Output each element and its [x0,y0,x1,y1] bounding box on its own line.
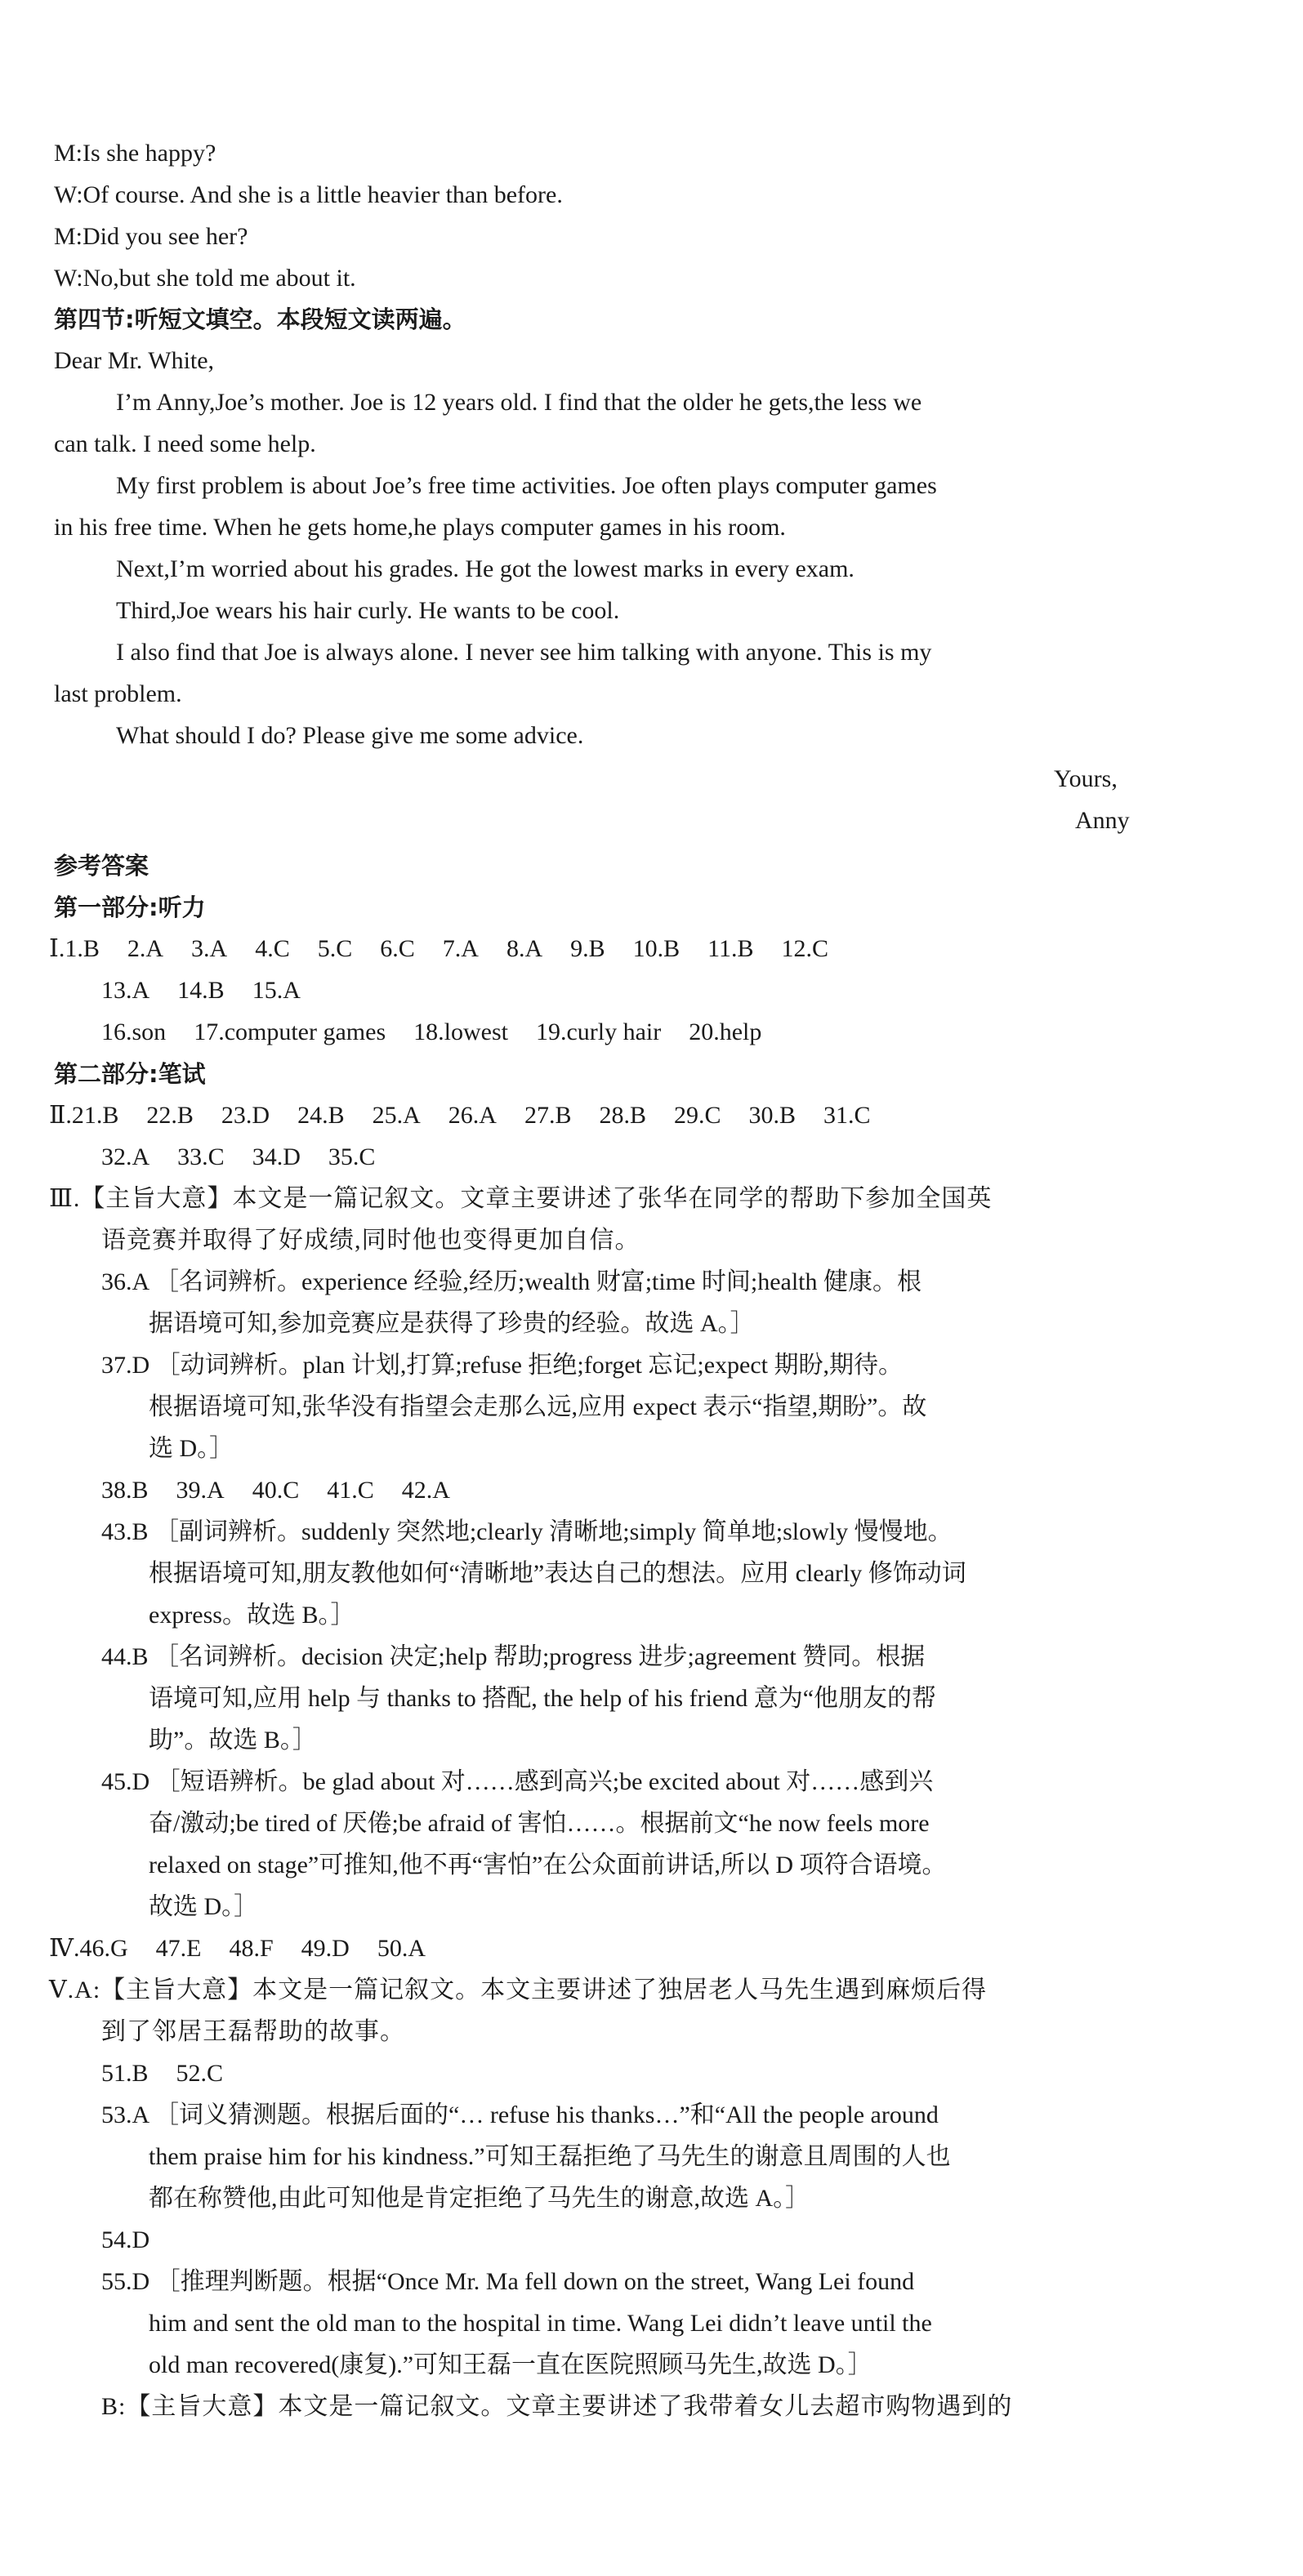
answer-item: 47.E [155,1935,202,1962]
explanation-line: 44.B ［名词辨析。decision 决定;help 帮助;progress 进步;agreement 赞同。根据 [101,1643,926,1670]
answer-item: 15.A [252,977,301,1004]
answer-item: 46.G [79,1935,128,1962]
letter-line: in his free time. When he gets home,he plays computer games in his room. [54,514,786,541]
answer-item: 38.B [101,1477,149,1504]
answer-item: 12.C [781,935,829,962]
answer-item: 32.A [101,1143,150,1170]
letter-line: What should I do? Please give me some advice. [116,722,584,749]
answer-item: 29.C [673,1102,721,1129]
answer-item: 25.A [372,1102,421,1129]
explanation-line: 根据语境可知,朋友教他如何“清晰地”表达自己的想法。应用 clearly 修饰动词 [149,1560,966,1587]
answer-row [49,1932,453,1965]
answer-item: 7.A [442,935,479,962]
explanation-line: 55.D ［推理判断题。根据“Once Mr. Ma fell down on the street, Wang Lei found [101,2268,915,2295]
answer-item: 2.A [127,935,164,962]
answer-item: 8.A [506,935,543,962]
answer-row [101,2057,251,2090]
answer-item: 42.A [401,1477,450,1504]
explanation-line: express。故选 B。］ [149,1602,355,1629]
section-numeral: Ⅱ. [49,1102,72,1129]
answer-item: 9.B [570,935,605,962]
sectionB-summary: B:【主旨大意】本文是一篇记叙文。文章主要讲述了我带着女儿去超市购物遇到的 [101,2393,1013,2420]
section4-title: 第四节:听短文填空。本段短文读两遍。 [54,305,466,333]
answer-item: 48.F [229,1935,274,1962]
answer-item: 49.D [301,1935,350,1962]
explanation-line: 语境可知,应用 help 与 thanks to 搭配, the help of his friend 意为“他朋友的帮 [149,1685,937,1712]
explanation-line: them praise him for his kindness.”可知王磊拒绝了马先生的谢意且周围的人也 [149,2143,951,2170]
answer-item: 30.B [748,1102,797,1129]
dialogue-line: W:Of course. And she is a little heavier than before. [54,181,563,208]
answer-item: 52.C [176,2060,224,2087]
answer-row [101,1141,403,1174]
section-numeral: Ⅳ. [49,1935,80,1962]
answer-item: 1.B [65,935,100,962]
explanation-line: 根据语境可知,张华没有指望会走那么远,应用 expect 表示“指望,期盼”。故 [149,1393,927,1420]
explanation-line: relaxed on stage”可推知,他不再“害怕”在公众面前讲话,所以 D 项符合语境。 [149,1852,947,1879]
answer-item: 4.C [255,935,290,962]
answer-item: 24.B [297,1102,345,1129]
answer-item: 18.lowest [413,1018,508,1045]
answer-item: 11.B [707,935,754,962]
answer-item: 41.C [327,1477,374,1504]
section5-summary: 到了邻居王磊帮助的故事。 [101,2018,405,2045]
explanation-line: 都在称赞他,由此可知他是肯定拒绝了马先生的谢意,故选 A。］ [149,2185,810,2212]
answer-item: 54.D [101,2226,150,2253]
answer-row [49,933,856,965]
answer-item: 34.D [252,1143,301,1170]
section3-summary: Ⅲ.【主旨大意】本文是一篇记叙文。文章主要讲述了张华在同学的帮助下参加全国英 [49,1185,993,1212]
section3-summary: 语竞赛并取得了好成绩,同时他也变得更加自信。 [101,1227,640,1254]
answer-item: 35.C [328,1143,376,1170]
explanation-line: 53.A ［词义猜测题。根据后面的“… refuse his thanks…”和“All the people around [101,2101,939,2128]
letter-line: Next,I’m worried about his grades. He got the lowest marks in every exam. [116,555,855,582]
explanation-line: 故选 D。］ [149,1893,259,1920]
answer-item: 39.A [176,1477,225,1504]
letter-line: My first problem is about Joe’s free time activities. Joe often plays computer games [116,472,937,499]
letter-line: Third,Joe wears his hair curly. He wants to be cool. [116,597,620,624]
answer-item: 3.A [191,935,228,962]
letter-line: I’m Anny,Joe’s mother. Joe is 12 years old. I find that the older he gets,the less we [116,389,922,416]
answer-row [49,1099,899,1132]
section5-summary: Ⅴ.A:【主旨大意】本文是一篇记叙文。本文主要讲述了独居老人马先生遇到麻烦后得 [49,1977,988,2003]
answer-item: 33.C [177,1143,225,1170]
answer-item: 51.B [101,2060,149,2087]
answer-item: 16.son [101,1018,167,1045]
dialogue-line: M:Did you see her? [54,223,248,250]
explanation-line: 43.B ［副词辨析。suddenly 突然地;clearly 清晰地;simply 简单地;slowly 慢慢地。 [101,1518,953,1545]
explanation-line: 37.D ［动词辨析。plan 计划,打算;refuse 拒绝;forget 忘记;expect 期盼,期待。 [101,1352,903,1379]
answer-item: 10.B [632,935,681,962]
answer-item: 31.C [823,1102,871,1129]
answer-item: 19.curly hair [535,1018,662,1045]
answer-item: 14.B [177,977,225,1004]
answer-row [101,974,328,1007]
explanation-line: 助”。故选 B。］ [149,1727,317,1754]
letter-line: I also find that Joe is always alone. I never see him talking with anyone. This is my [116,639,932,666]
explanation-line: 45.D ［短语辨析。be glad about 对……感到高兴;be excited about 对……感到兴 [101,1768,934,1795]
letter-closing: Yours, [1054,765,1118,792]
answer-item: 17.computer games [194,1018,386,1045]
explanation-line: 36.A ［名词辨析。experience 经验,经历;wealth 财富;time 时间;health 健康。根 [101,1268,922,1295]
answer-item: 5.C [317,935,353,962]
part1-title: 第一部分:听力 [54,894,206,921]
answer-item: 22.B [146,1102,194,1129]
explanation-line: him and sent the old man to the hospital in time. Wang Lei didn’t leave until the [149,2310,932,2337]
letter-signature: Anny [1075,807,1130,834]
answer-item: 21.B [71,1102,119,1129]
answer-row [101,1016,789,1049]
answer-item: 23.D [221,1102,270,1129]
answer-item: 50.A [377,1935,426,1962]
section-numeral: Ⅰ. [49,935,65,962]
answers-title: 参考答案 [54,852,149,880]
dialogue-line: M:Is she happy? [54,140,216,167]
answer-item: 6.C [380,935,415,962]
answer-item: 26.A [448,1102,497,1129]
answer-item: 27.B [524,1102,572,1129]
part2-title: 第二部分:笔试 [54,1060,206,1088]
dialogue-line: W:No,but she told me about it. [54,265,356,292]
answer-item: 20.help [689,1018,762,1045]
explanation-line: 选 D。］ [149,1435,234,1462]
letter-line: last problem. [54,680,182,707]
answer-row [101,1474,478,1507]
answer-item: 13.A [101,977,150,1004]
letter-greeting: Dear Mr. White, [54,347,215,374]
answer-item: 40.C [252,1477,300,1504]
letter-line: can talk. I need some help. [54,430,316,457]
explanation-line: 据语境可知,参加竞赛应是获得了珍贵的经验。故选 A。］ [149,1310,755,1337]
explanation-line: old man recovered(康复).”可知王磊一直在医院照顾马先生,故选 D。］ [149,2351,872,2378]
answer-item: 28.B [599,1102,646,1129]
explanation-line: 奋/激动;be tired of 厌倦;be afraid of 害怕……。根据前文“he now feels more [149,1810,930,1837]
